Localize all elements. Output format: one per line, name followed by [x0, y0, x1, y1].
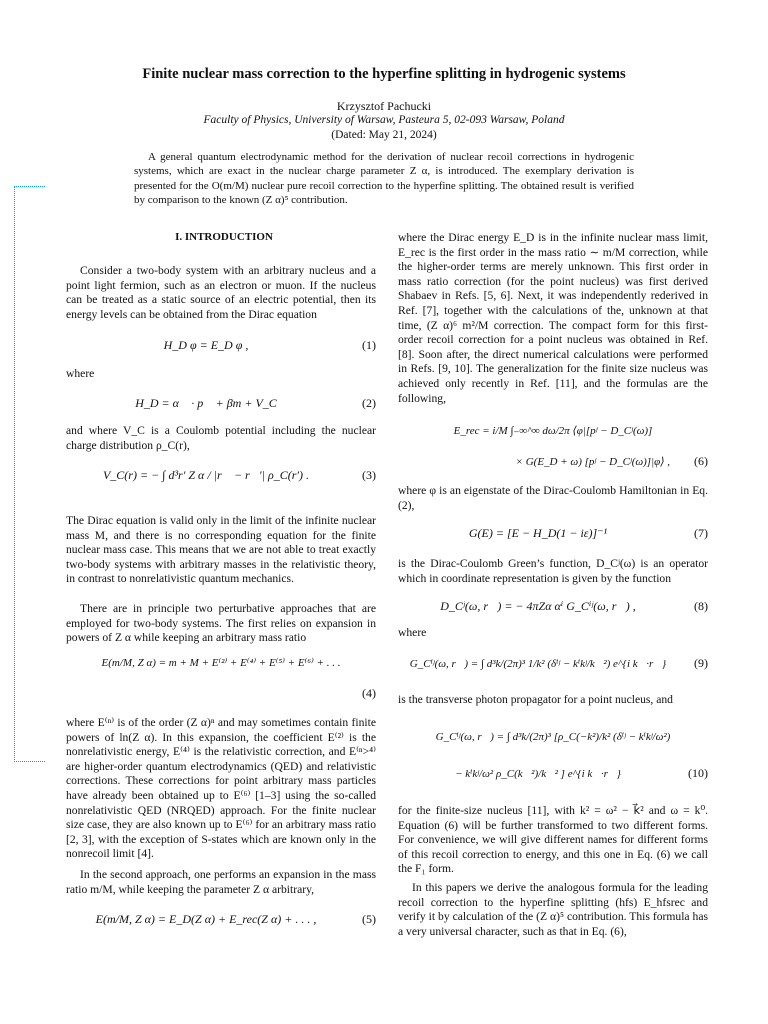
equation-3-body: V_C(r) = − ∫ d³r′ Z α / |r⃗ − r⃗′| ρ_C(r′) .: [102, 468, 310, 482]
right-paragraph-6: In this papers we derive the analogous formula for the leading recoil correction to the hyperfine splitting (hfs) E_hfsrec and verify it by calculation of the (Z α)⁵ contribution. This formula has a very universal character, such as that in Eq. (6),: [398, 881, 708, 938]
equation-3-number: (3): [362, 468, 376, 482]
equation-6-number: (6): [694, 454, 708, 468]
left-paragraph-5: where E⁽ⁿ⁾ is of the order (Z α)ⁿ and may sometimes contain finite powers of ln(Z α). In this expansion, the coefficient E⁽²⁾ is the nonrelativistic energy, E⁽⁴⁾ is the relativistic correction, and E⁽ⁿ>⁴⁾ are higher-order quantum electrodynamics (QED) and relativistic corrections. These corrections for point arbitrary mass particles have already been obtained up to E⁽⁶⁾ [1–3] using the so-called nonrelativistic QED (NRQED) approach. For the finite nuclear size case, they are also known up to E⁽⁶⁾ for an arbitrary mass ratio [2, 3], with the exception of S-states which are known only in the nonrecoil limit [4].: [66, 716, 376, 861]
equation-3: [66, 468, 376, 483]
equation-9: [398, 656, 708, 671]
left-paragraph-3: The Dirac equation is valid only in the limit of the infinite nuclear mass M, and there is no corresponding equation for the finite nuclear mass case. This means that we are not able to treat exactly two-body systems with arbitrary masses in the relativistic theory, in contrast to nonrelativistic quantum mechanics.: [66, 514, 376, 586]
equation-10-line-1: [398, 730, 708, 743]
equation-6-line-2: [398, 454, 708, 469]
equation-10-number: (10): [688, 766, 708, 780]
right-paragraph-3: is the Dirac-Coulomb Green’s function, D_Cʲ(ω) is an operator which in coordinate representation is given by the function: [398, 557, 708, 585]
left-paragraph-6: In the second approach, one performs an expansion in the mass ratio m/M, while keeping the parameter Z α arbitrary,: [66, 868, 376, 896]
left-paragraph-1: Consider a two-body system with an arbitrary nucleus and a point light fermion, such as an electron or muon. If the nucleus can be treated as a static source of an electric potential, then its energy levels can be obtained from the Dirac equation: [66, 264, 376, 321]
equation-2-body: H_D = α⃗ · p⃗ + βm + V_C: [135, 396, 277, 410]
equation-8-body: D_Cʲ(ω, r⃗) = − 4πZα αⁱ G_Cⁱʲ(ω, r⃗) ,: [440, 599, 636, 613]
equation-2: [66, 396, 376, 411]
equation-1: [66, 338, 376, 353]
equation-2-number: (2): [362, 396, 376, 410]
equation-10-body-2: − kⁱkʲ/ω² ρ_C(k⃗²)/k⃗² ] e^{i k⃗·r⃗}: [455, 768, 621, 780]
abstract: A general quantum electrodynamic method for the derivation of nuclear recoil corrections in hydrogenic systems, which are exact in the nuclear charge parameter Z α, is introduced. The exemplary derivation is presented for the O(m/M) nuclear pure recoil correction to the hyperfine splitting. The obtained result is verified by comparison to the known (Z α)⁵ contribution.: [134, 151, 634, 206]
equation-4: [66, 656, 376, 669]
equation-1-body: H_D φ = E_D φ ,: [163, 338, 249, 352]
equation-10-line-2: [398, 766, 708, 781]
equation-7-number: (7): [694, 526, 708, 540]
equation-7-body: G(E) = [E − H_D(1 − iε)]⁻¹: [468, 526, 608, 540]
equation-8-number: (8): [694, 599, 708, 613]
right-paragraph-1: where the Dirac energy E_D is in the infinite nuclear mass limit, E_rec is the first order in the mass ratio ∼ m/M correction, while the higher-order terms are merely unknown. This first order in mass ratio correction (for the point nucleus) was first derived Shabaev in Refs. [5, 6]. Next, it was independently rederived in Ref. [7], together with the calculations of the, unknown at that time, (Z α)⁶ m²/M correction. The compact form for this first-order recoil correction for a point nucleus was obtained in Ref. [8]. Soon after, the direct numerical calculations were performed in Refs. [9, 10]. The generalization for the finite size nucleus was achieved only recently in Ref. [11], and the formulas are the following,: [398, 231, 708, 405]
equation-9-body: G_Cⁱʲ(ω, r⃗) = ∫ d³k/(2π)³ 1/k² (δⁱʲ − kⁱkʲ/k⃗²) e^{i k⃗·r⃗}: [409, 658, 667, 670]
right-where: where: [398, 626, 427, 639]
equation-10-body-1: G_Cⁱʲ(ω, r⃗) = ∫ d³k/(2π)³ [ρ_C(−k²)/k² (δⁱʲ − kⁱkʲ/ω²): [435, 731, 671, 743]
equation-9-number: (9): [694, 656, 708, 670]
equation-7: [398, 526, 708, 541]
equation-5-body: E(m/M, Z α) = E_D(Z α) + E_rec(Z α) + . . . ,: [95, 912, 317, 926]
equation-6-body-1: E_rec = i/M ∫₋∞^∞ dω/2π ⟨φ|[pʲ − D_Cʲ(ω)]: [453, 425, 653, 437]
right-paragraph-2: where φ is an eigenstate of the Dirac-Coulomb Hamiltonian in Eq. (2),: [398, 484, 708, 512]
equation-1-number: (1): [362, 338, 376, 352]
right-paragraph-4: is the transverse photon propagator for a point nucleus, and: [398, 693, 673, 706]
left-where-1: where: [66, 367, 95, 380]
paper-title: Finite nuclear mass correction to the hyperfine splitting in hydrogenic systems: [142, 66, 626, 82]
equation-4-number: (4): [362, 686, 376, 700]
affiliation: Faculty of Physics, University of Warsaw, Pasteura 5, 02-093 Warsaw, Poland: [203, 114, 565, 126]
equation-5-number: (5): [362, 912, 376, 926]
equation-6-body-2: × G(E_D + ω) [pʲ − D_Cʲ(ω)]|φ⟩ ,: [515, 456, 670, 468]
date-line: (Dated: May 21, 2024): [331, 129, 437, 141]
left-paragraph-4: There are in principle two perturbative approaches that are employed for two-body systems. The first relies on expansion in powers of Z α while keeping an arbitrary mass ratio: [66, 602, 376, 645]
right-paragraph-5: for the finite-size nucleus [11], with k² = ω² − k⃗² and ω = k⁰. Equation (6) will be further transformed to two different forms. For convenience, we will give different names for different forms of this recoil correction to energy, and this one in Eq. (6) we call the F₁ form.: [398, 804, 708, 876]
equation-5: [66, 912, 376, 927]
equation-8: [398, 599, 708, 614]
section-heading-introduction: I. INTRODUCTION: [175, 231, 273, 243]
author-name: Krzysztof Pachucki: [336, 99, 432, 113]
equation-6-line-1: [398, 424, 708, 437]
left-paragraph-2: and where V_C is a Coulomb potential including the nuclear charge distribution ρ_C(r),: [66, 424, 376, 452]
arxiv-margin-box: [14, 186, 45, 762]
equation-4-body: E(m/M, Z α) = m + M + E⁽²⁾ + E⁽⁴⁾ + E⁽⁵⁾ + E⁽⁶⁾ + . . .: [101, 657, 341, 669]
